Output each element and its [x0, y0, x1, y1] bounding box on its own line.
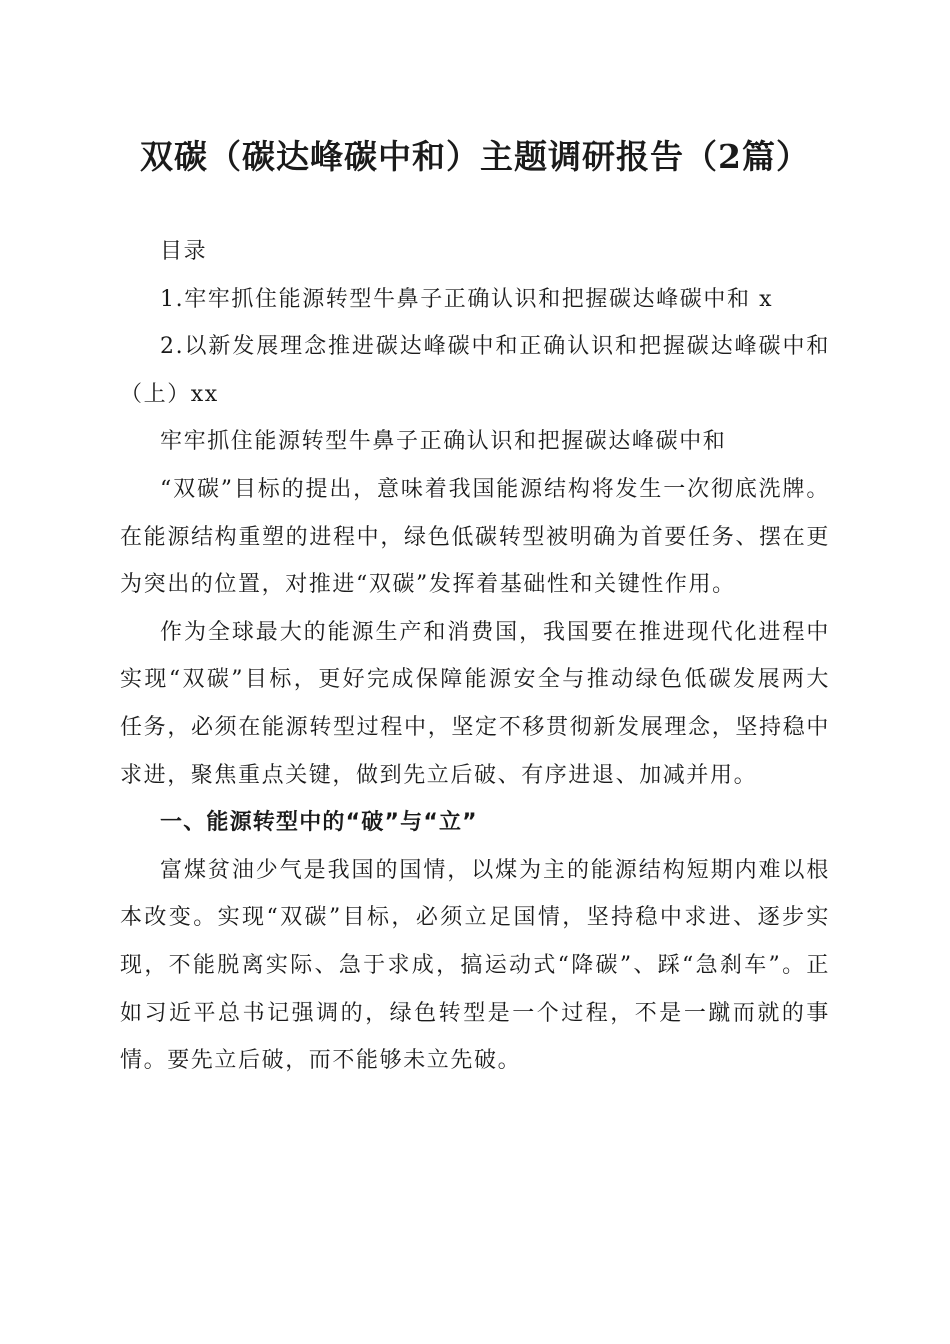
paragraph-1: “双碳”目标的提出，意味着我国能源结构将发生一次彻底洗牌。在能源结构重塑的进程中，绿色低碳转型被明确为首要任务、摆在更为突出的位置，对推进“双碳”发挥着基础性和关键性作用。 — [120, 476, 830, 598]
article-title: 牢牢抓住能源转型牛鼻子正确认识和把握碳达峰碳中和 — [160, 429, 727, 455]
paragraph-3: 富煤贫油少气是我国的国情，以煤为主的能源结构短期内难以根本改变。实现“双碳”目标，必须立足国情，坚持稳中求进、逐步实现，不能脱离实际、急于求成，搞运动式“降碳”、踩“急刹车”。正如习近平总书记强调的，绿色转型是一个过程，不是一蹴而就的事情。要先立后破，而不能够未立先破。 — [120, 857, 830, 1074]
section-heading: 一、能源转型中的“破”与“立” — [160, 810, 478, 836]
document-title: 双碳（碳达峰碳中和）主题调研报告（2篇） — [140, 137, 810, 176]
toc-label: 目录 — [160, 239, 208, 264]
document-body — [120, 228, 830, 1085]
paragraph-2: 作为全球最大的能源生产和消费国，我国要在推进现代化进程中实现“双碳”目标，更好完成保障能源安全与推动绿色低碳发展两大任务，必须在能源转型过程中，坚定不移贯彻新发展理念，坚持稳中求进，聚焦重点关键，做到先立后破、有序进退、加减并用。 — [120, 619, 830, 788]
toc-item-2: 2.以新发展理念推进碳达峰碳中和正确认识和把握碳达峰碳中和（上）xx — [120, 334, 830, 407]
toc-item-1: 1.牢牢抓住能源转型牛鼻子正确认识和把握碳达峰碳中和 x — [160, 286, 774, 312]
